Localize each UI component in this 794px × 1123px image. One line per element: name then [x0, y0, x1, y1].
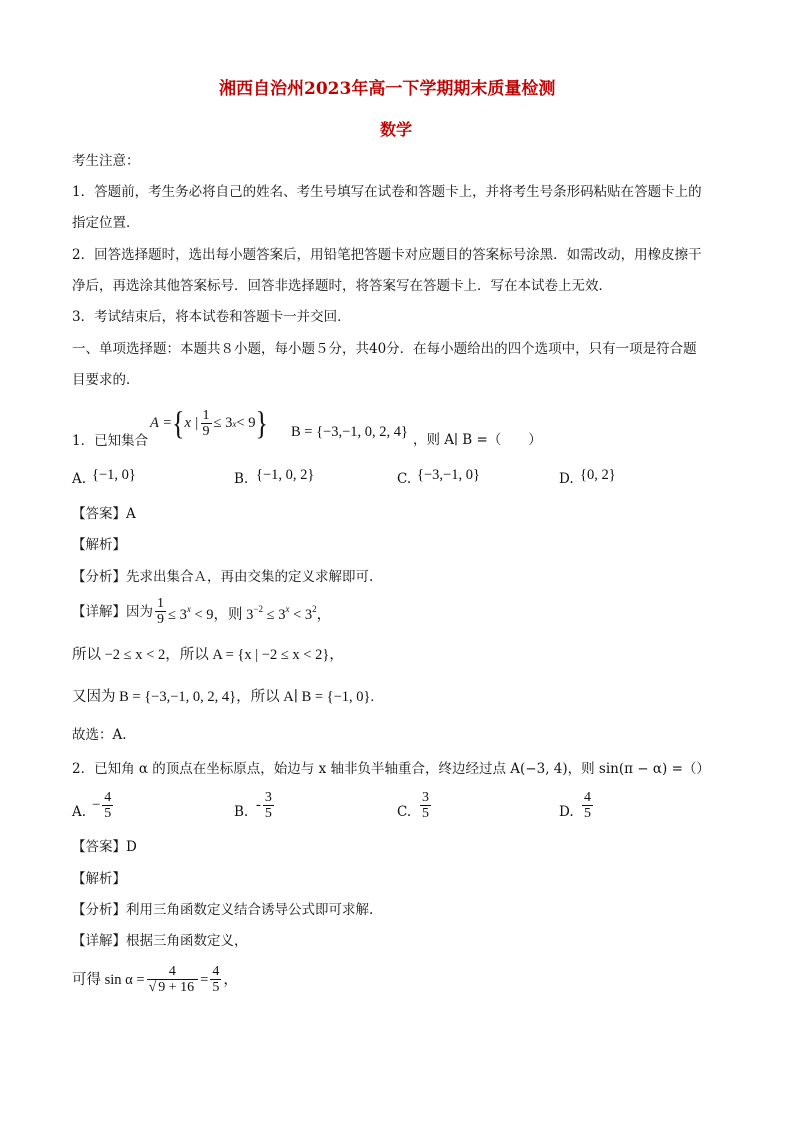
question-1-prefix: 1．已知集合 [72, 433, 149, 449]
option-value: {−3,−1, 0} [417, 467, 480, 483]
fenxi-line [72, 901, 373, 919]
sign: − [92, 797, 101, 813]
detail-text: 因为 [126, 603, 153, 620]
section-heading-cont: 目要求的． [72, 372, 140, 388]
notice-item: 净后，再选涂其他答案标号．回答非选择题时，将答案写在答题卡上．写在本试卷上无效． [72, 278, 612, 294]
set-a-tail: < 9 [236, 415, 256, 431]
option-label: A. [72, 804, 87, 820]
option-label: D. [559, 471, 574, 487]
option-fraction [256, 790, 276, 821]
subject-title: 数学 [380, 120, 413, 139]
sqrt-icon: √ [148, 980, 157, 995]
page-title: 湘西自治州2023年高一下学期期末质量检测 [219, 79, 556, 99]
detail-line [72, 932, 248, 950]
fraction: $\frac{3}{5}$ [264, 790, 272, 821]
option-label: B. [234, 804, 249, 820]
fraction: $\frac{1}{9}$ [157, 596, 164, 627]
detail-line: 又因为 B = {−3,−1, 0, 2, 4}，所以 A∣ B = {−1, 0}. [72, 689, 375, 705]
option-value: {−1, 0, 2} [256, 467, 315, 483]
notice-heading: 考生注意： [72, 153, 140, 169]
detail-label: 【详解】 [72, 603, 126, 620]
answer-label: 【答案】 [72, 839, 126, 855]
option-fraction [580, 790, 595, 821]
fraction: $\frac{3}{5}$ [422, 790, 429, 821]
option-label: A. [72, 471, 87, 487]
option-label: C. [397, 471, 412, 487]
answer-value: D [126, 839, 137, 855]
fraction: $\frac{1}{9}$ [202, 408, 210, 439]
fenxi-line [72, 568, 373, 586]
answer-line [72, 505, 136, 523]
section-heading: 一、单项选择题：本题共８小题，每小题５分，共40分．在每小题给出的四个选项中，只有一项是符合题 [72, 341, 697, 357]
fenxi-label: 【分析】 [72, 569, 126, 585]
answer-value: A [126, 506, 136, 522]
analysis-label: 【解析】 [72, 871, 126, 887]
option-label: C. [397, 804, 412, 820]
right-brace: } [255, 404, 268, 441]
fraction: $\frac{4}{5}$ [584, 790, 591, 821]
set-a-ineq: ≤ 3 [213, 415, 233, 431]
fenxi-text: 先求出集合Ａ，再由交集的定义求解即可. [126, 569, 374, 585]
option-value: {0, 2} [580, 467, 616, 483]
question-1-suffix: ，则 A∣ B =（ ） [413, 432, 542, 448]
notice-item: 1．答题前，考生务必将自己的姓名、考生号填写在试卷和答题卡上，并将考生号条形码粘贴在答题卡上的 [72, 184, 702, 200]
sign: - [256, 797, 261, 813]
answer-label: 【答案】 [72, 506, 126, 522]
left-brace: { [172, 404, 185, 441]
detail-text: 可得 sin α = [72, 971, 145, 988]
set-a-name: A = [150, 415, 173, 431]
question-2-stem: 2．已知角 α 的顶点在坐标原点，始边与 x 轴非负半轴重合，终边经过点 A(−3, 4)，则 sin(π − α) =（） [72, 761, 710, 777]
fenxi-label: 【分析】 [72, 902, 126, 918]
option-fraction [92, 790, 115, 821]
question-1-set-b: B = {−3,−1, 0, 2, 4} [291, 424, 408, 440]
option-value: {−1, 0} [92, 467, 136, 483]
detail-text: 根据三角函数定义， [126, 933, 248, 949]
exponent: x [232, 418, 237, 429]
detail-tail: ， [223, 971, 238, 988]
detail-line: 所以 −2 ≤ x < 2，所以 A = {x | −2 ≤ x < 2}， [72, 647, 344, 663]
fraction: $\frac{4}{√ 9 + 16}$ [147, 964, 199, 995]
question-1-set-a [150, 404, 268, 441]
answer-line [72, 838, 137, 856]
fenxi-text: 利用三角函数定义结合诱导公式即可求解. [126, 902, 374, 918]
fraction: $\frac{4}{5}$ [212, 964, 220, 995]
set-a-var: x | [184, 415, 199, 431]
notice-item: 指定位置． [72, 215, 140, 231]
fraction: $\frac{4}{5}$ [104, 790, 112, 821]
detail-line [72, 964, 238, 995]
option-fraction [418, 790, 433, 821]
detail-math: ≤ $3^x < 9$，则 $3^{-2} \le 3^x < 3^2$， [168, 603, 332, 623]
notice-item: 3．考试结束后，将本试卷和答题卡一并交回． [72, 309, 351, 325]
detail-label: 【详解】 [72, 933, 126, 949]
analysis-label: 【解析】 [72, 537, 126, 553]
notice-item: 2．回答选择题时，选出每小题答案后，用铅笔把答题卡对应题目的答案标号涂黑．如需改动，用橡皮擦干 [72, 247, 702, 263]
equals: = [200, 971, 209, 988]
option-label: B. [234, 471, 249, 487]
option-label: D. [559, 804, 574, 820]
choose-line: 故选：A. [72, 727, 127, 743]
detail-line [72, 596, 331, 627]
